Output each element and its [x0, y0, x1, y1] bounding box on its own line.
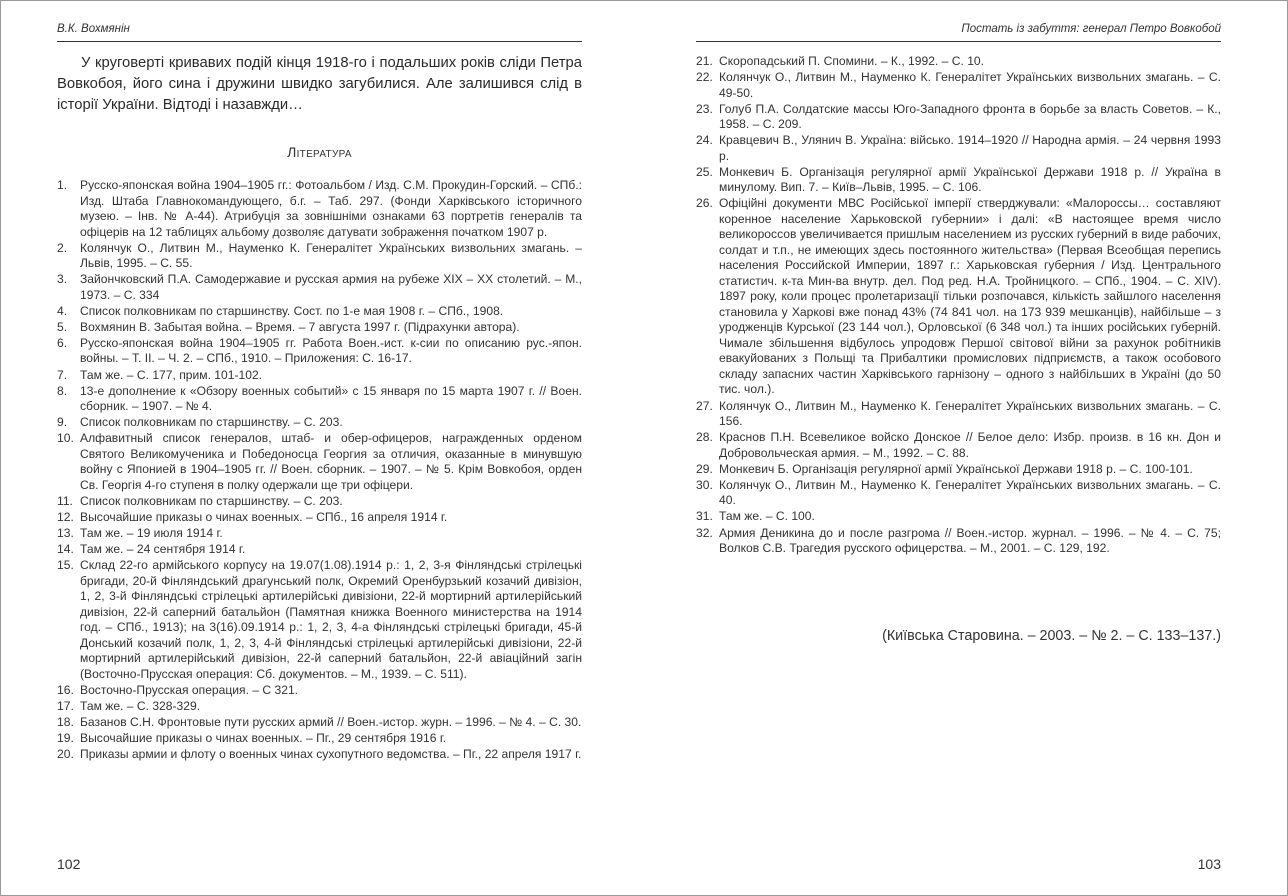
reference-number: 28.	[696, 430, 713, 445]
reference-item	[57, 542, 582, 558]
reference-text: Приказы армии и флоту о военных чинах сухопутного ведомства. – Пг., 22 апреля 1917 г.	[80, 747, 582, 762]
reference-text: Список полковникам по старшинству. Сост. по 1-е мая 1908 г. – СПб., 1908.	[80, 303, 504, 318]
reference-number: 1.	[57, 178, 68, 192]
reference-text: Колянчук О., Литвин М., Науменко К. Генералітет Українських визвольних змагань. – С. 40.	[719, 477, 1221, 508]
reference-text: Офіційні документи МВС Російської імперії стверджували: «Малороссы… составляют коренное население Харьковской губернии» і далі: «В настоящее время число великороссов увеличивается пришлым населением из русских губерний в виде рабочих, солдат и т.п., не имеющих здесь постоянного жительства» (Первая Всеобщая перепись населения Российской Империи, 1897 г.: Харьковская губерния / Изд. Центрального статистич. к-та Мин-ва внутр. дел. Под ред. Н.А. Тройницкого. – СПб., 1904. – С. XIV). 1897 року, коли процес пролетаризації тільки розпочався, кількість зайшлого населення становила у Харкові вже понад 43% (74 841 чол. на 173 939 мешканців), найбільше – з уродженців Курської (23 144 чол.), Орловської (6 348 чол.) та інших російських губерній. Чимале збільшення відбулось упродовж Першої світової війни за рахунок робітників евакуйованих з Польщі та Прибалтики промислових підприємств, а також особового складу запасних частин Харківського гарнізону – одного з найбільших в Україні (до 50 тис. чол.).	[719, 196, 1221, 397]
reference-item	[57, 699, 582, 715]
literature-heading: Література	[287, 144, 352, 160]
reference-number: 18.	[57, 715, 74, 730]
running-header-author: В.К. Вохмянін	[57, 23, 130, 35]
reference-number: 7.	[57, 367, 68, 382]
reference-number: 3.	[57, 272, 68, 287]
reference-number: 6.	[57, 335, 68, 350]
reference-number: 30.	[696, 477, 713, 492]
reference-item	[57, 683, 582, 699]
reference-text: Краснов П.Н. Всевеликое войско Донское // Белое дело: Избр. произв. в 16 кн. Дон и Добровольческая армия. – М., 1992. – С. 88.	[719, 430, 1221, 460]
reference-item	[696, 70, 1221, 101]
reference-item	[57, 178, 582, 240]
reference-text: Зайончковский П.А. Самодержавие и русская армия на рубеже XIX – XX столетий. – М., 1973. – С. 334	[80, 272, 582, 302]
reference-item	[57, 715, 582, 731]
reference-text: Там же. – С. 177, прим. 101-102.	[80, 367, 263, 382]
reference-number: 20.	[57, 747, 74, 762]
reference-list-left	[57, 178, 582, 763]
reference-number: 21.	[696, 54, 713, 68]
reference-text: Колянчук О., Литвин М., Науменко К. Генералітет Українських визвольних змагань. – Львів, 1995. – С. 55.	[80, 240, 582, 271]
reference-number: 17.	[57, 699, 74, 713]
reference-item	[696, 133, 1221, 164]
reference-number: 15.	[57, 558, 74, 573]
reference-number: 31.	[696, 509, 713, 524]
reference-item	[696, 430, 1221, 461]
reference-text: Вохмянин В. Забытая война. – Время. – 7 августа 1997 г. (Підрахунки автора).	[80, 319, 520, 334]
reference-number: 24.	[696, 133, 713, 148]
reference-item	[57, 494, 582, 510]
reference-number: 16.	[57, 682, 74, 697]
right-page	[644, 0, 1288, 896]
reference-number: 14.	[57, 542, 74, 557]
page-number-left: 102	[57, 856, 81, 872]
intro-paragraph: У круговерті кривавих подій кінця 1918-го і подальших років сліди Петра Вовкобоя, його сина і дружини швидко загубилися. Але залишився слід в історії України. Відтоді і назавжди…	[57, 55, 582, 113]
reference-number: 23.	[696, 101, 713, 116]
header-rule	[57, 41, 582, 42]
reference-text: Голуб П.А. Солдатские массы Юго-Западного фронта в борьбе за власть Советов. – К., 1958. – С. 209.	[719, 101, 1221, 132]
reference-text: Скоропадський П. Спомини. – К., 1992. – С. 10.	[719, 54, 985, 68]
reference-item	[696, 509, 1221, 525]
reference-item	[57, 431, 582, 493]
reference-text: Колянчук О., Литвин М., Науменко К. Генералітет Українських визвольних змагань. – С. 156.	[719, 398, 1221, 429]
reference-text: Там же. – С. 100.	[719, 509, 815, 524]
reference-number: 9.	[57, 415, 68, 430]
reference-text: Кравцевич В., Улянич В. Україна: військо. 1914–1920 // Народна армія. – 24 червня 1993 р.	[719, 133, 1221, 163]
reference-text: Склад 22-го армійського корпусу на 19.07(1.08).1914 р.: 1, 2, 3-я Фінляндські стрілецькі бригади, 20-й Фінляндський драгунський полк, Окремий Оренбурзький козачий дивізіон, 1, 2, 3-й Фінляндські стрілецькі артилерійські дивізіони, 22-й мортирний артилерійський дивізіон, 22-й саперний батальйон (Памятная книжка Военного министерства на 1914 год. – СПб., 1913); на 3(16).09.1914 р.: 1, 2, 3, 4-а Фінляндські стрілецькі бригади, 45-й Донський козачий полк, 1, 2, 3, 4-й Фінляндські стрілецькі артилерійські дивізіони, 22-й мортирний артилерійський дивізіон, 22-й саперний батальйон, 22-й авіаційний загін (Восточно-Прусская операция: Сб. документов. – М., 1939. – С. 511).	[80, 558, 582, 681]
reference-number: 26.	[696, 196, 713, 211]
running-header-title: Постать із забуття: генерал Петро Вовкобой	[961, 23, 1221, 35]
reference-number: 4.	[57, 303, 68, 318]
reference-item	[57, 510, 582, 526]
reference-item	[57, 747, 582, 763]
reference-item	[696, 54, 1221, 70]
page-number-right: 103	[1197, 856, 1221, 872]
reference-item	[57, 336, 582, 367]
reference-item	[696, 102, 1221, 133]
reference-text: Высочайшие приказы о чинах военных. – СПб., 16 апреля 1914 г.	[80, 510, 448, 525]
reference-number: 19.	[57, 731, 74, 746]
reference-item	[57, 415, 582, 431]
reference-text: Монкевич Б. Організація регулярної армії Української Держави 1918 р. // Україна в минулому. Вип. 7. – Київ–Львів, 1995. – С. 106.	[719, 164, 1221, 195]
reference-item	[57, 526, 582, 542]
reference-number: 2.	[57, 240, 68, 255]
reference-text: Русско-японская война 1904–1905 гг.: Фотоальбом / Изд. С.М. Прокудин-Горский. – СПб.: Изд. Штаба Главнокомандующего, б.г. – Таб. 297. (Фонди Харківського історичного музею. – Інв. № А-44). Атрибуція за зовнішніми ознаками 63 портретів генералів та офіцерів на 12 таблицях альбому дозволяє датувати зображення початком 1907 р.	[80, 178, 582, 239]
reference-item	[696, 462, 1221, 478]
reference-text: Там же. – С. 328-329.	[80, 699, 201, 713]
reference-text: Там же. – 24 сентября 1914 г.	[80, 542, 246, 557]
reference-number: 13.	[57, 526, 74, 541]
reference-number: 8.	[57, 383, 68, 398]
source-citation: (Київська Старовина. – 2003. – № 2. – С. 133–137.)	[882, 628, 1221, 644]
reference-item	[57, 384, 582, 415]
reference-number: 32.	[696, 525, 713, 540]
reference-number: 10.	[57, 431, 74, 446]
reference-text: Там же. – 19 июля 1914 г.	[80, 526, 223, 541]
reference-list-right	[696, 54, 1221, 557]
reference-item	[57, 558, 582, 682]
reference-item	[696, 399, 1221, 430]
reference-number: 29.	[696, 461, 713, 476]
reference-number: 25.	[696, 164, 713, 179]
reference-text: Базанов С.Н. Фронтовые пути русских армий // Воен.-истор. журн. – 1996. – № 4. – С. 30.	[80, 715, 582, 730]
header-rule	[696, 41, 1221, 42]
reference-text: Армия Деникина до и после разгрома // Воен.-истор. журнал. – 1996. – № 4. – С. 75; Волков С.В. Трагедия русского офицерства. – М., 2001. – С. 129, 192.	[719, 525, 1221, 556]
reference-number: 27.	[696, 398, 713, 413]
reference-number: 12.	[57, 510, 74, 525]
reference-number: 11.	[57, 493, 73, 508]
reference-text: Колянчук О., Литвин М., Науменко К. Генералітет Українських визвольних змагань. – С. 49-50.	[719, 70, 1221, 100]
reference-number: 5.	[57, 319, 68, 334]
reference-text: Монкевич Б. Організація регулярної армії Української Держави 1918 р. – С. 100-101.	[719, 461, 1193, 476]
reference-item	[696, 196, 1221, 398]
reference-text: Список полковникам по старшинству. – С. 203.	[80, 415, 343, 430]
reference-text: Русско-японская война 1904–1905 гг. Работа Воен.-ист. к-сии по описанию рус.-япон. войны. – Т. II. – Ч. 2. – СПб., 1910. – Приложения: С. 16-17.	[80, 335, 582, 366]
reference-item	[57, 731, 582, 747]
reference-text: Список полковникам по старшинству. – С. 203.	[80, 493, 343, 508]
reference-text: Высочайшие приказы о чинах военных. – Пг., 29 сентября 1916 г.	[80, 731, 447, 746]
reference-text: Алфавитный список генералов, штаб- и обер-офицеров, награжденных орденом Святого Великомученика и Победоносца Георгия за отличия, оказанные в минувшую войну с Японией в 1904–1905 гг. // Воен. сборник. – 1907. – № 5. Крім Вовкобоя, орден Св. Георгія 4-го ступеня в полку одержали ще три офіцери.	[80, 431, 582, 492]
reference-item	[57, 320, 582, 336]
reference-item	[57, 272, 582, 303]
reference-item	[696, 526, 1221, 557]
reference-item	[696, 165, 1221, 196]
reference-item	[57, 368, 582, 384]
reference-text: 13-е дополнение к «Обзору военных событий» с 15 января по 15 марта 1907 г. // Воен. сборник. – 1907. – № 4.	[80, 383, 582, 414]
reference-text: Восточно-Прусская операция. – С 321.	[80, 682, 299, 697]
reference-number: 22.	[696, 70, 713, 85]
reference-item	[57, 304, 582, 320]
reference-item	[696, 478, 1221, 509]
reference-item	[57, 241, 582, 272]
